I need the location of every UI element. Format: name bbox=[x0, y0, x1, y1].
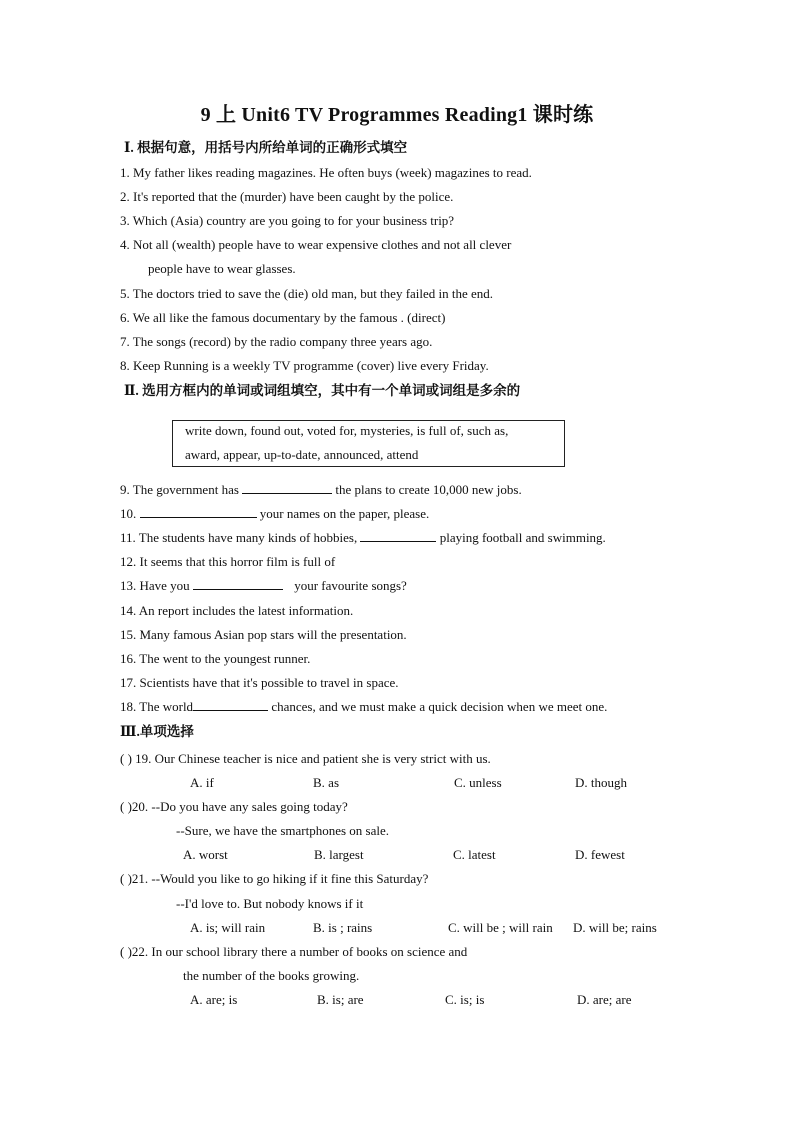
option-d[interactable]: D. are; are bbox=[577, 992, 632, 1007]
answer-blank[interactable] bbox=[193, 578, 283, 590]
question-10 bbox=[120, 506, 429, 522]
section1-item: 3. Which (Asia) country are you going to for your business trip? bbox=[120, 213, 455, 228]
q11-text-b: playing football and swimming. bbox=[439, 530, 606, 545]
question-11 bbox=[120, 530, 606, 546]
question-16: 16. The went to the youngest runner. bbox=[120, 651, 311, 666]
q22-stem: 22. In our school library there a number of books on science and bbox=[131, 944, 468, 959]
section1-item: 6. We all like the famous documentary by the famous . (direct) bbox=[120, 310, 446, 325]
word-bank-line: write down, found out, voted for, mysteries, is full of, such as, bbox=[185, 423, 509, 438]
question-15: 15. Many famous Asian pop stars will the presentation. bbox=[120, 627, 407, 642]
answer-paren[interactable]: ( ) bbox=[120, 751, 132, 766]
question-18 bbox=[120, 699, 607, 715]
section1-item: 8. Keep Running is a weekly TV programme (cover) live every Friday. bbox=[120, 358, 489, 373]
word-bank-line: award, appear, up-to-date, announced, attend bbox=[185, 447, 419, 462]
option-c[interactable]: C. latest bbox=[453, 847, 496, 862]
answer-paren[interactable]: ( ) bbox=[120, 871, 132, 886]
question-12: 12. It seems that this horror film is full of bbox=[120, 554, 336, 569]
section1-item: 5. The doctors tried to save the (die) old man, but they failed in the end. bbox=[120, 286, 494, 301]
option-a[interactable]: A. is; will rain bbox=[190, 920, 266, 935]
answer-paren[interactable]: ( ) bbox=[120, 944, 132, 959]
option-a[interactable]: A. worst bbox=[183, 847, 228, 862]
question-20 bbox=[120, 799, 348, 815]
q21-line2: --I'd love to. But nobody knows if it bbox=[176, 896, 364, 911]
question-9 bbox=[120, 482, 522, 498]
option-c[interactable]: C. unless bbox=[454, 775, 502, 790]
q22-line2: the number of the books growing. bbox=[183, 968, 360, 983]
option-a[interactable]: A. are; is bbox=[190, 992, 238, 1007]
section1-item: 1. My father likes reading magazines. He often buys (week) magazines to read. bbox=[120, 165, 532, 180]
option-d[interactable]: D. will be; rains bbox=[573, 920, 657, 935]
answer-blank[interactable] bbox=[242, 482, 332, 494]
q18-text-b: chances, and we must make a quick decision when we meet one. bbox=[271, 699, 608, 714]
section1-heading: Ⅰ. 根据句意，用括号内所给单词的正确形式填空 bbox=[124, 140, 408, 155]
option-b[interactable]: B. is ; rains bbox=[313, 920, 373, 935]
q13-text-b: your favourite songs? bbox=[294, 578, 407, 593]
section2-heading: Ⅱ. 选用方框内的单词或词组填空，其中有一个单词或词组是多余的 bbox=[124, 383, 521, 398]
section1-item: 2. It's reported that the (murder) have been caught by the police. bbox=[120, 189, 454, 204]
q18-text-a: 18. The world bbox=[120, 699, 194, 714]
question-19 bbox=[120, 751, 491, 767]
section1-item: people have to wear glasses. bbox=[148, 261, 296, 276]
question-21 bbox=[120, 871, 428, 887]
answer-blank[interactable] bbox=[360, 530, 436, 542]
answer-paren[interactable]: ( ) bbox=[120, 799, 132, 814]
q11-text-a: 11. The students have many kinds of hobbies, bbox=[120, 530, 358, 545]
answer-blank[interactable] bbox=[193, 699, 268, 711]
option-c[interactable]: C. will be ; will rain bbox=[448, 920, 553, 935]
q21-stem: 21. --Would you like to go hiking if it fine this Saturday? bbox=[131, 871, 429, 886]
word-bank-box bbox=[172, 420, 565, 467]
option-d[interactable]: D. though bbox=[575, 775, 627, 790]
option-b[interactable]: B. as bbox=[313, 775, 339, 790]
option-b[interactable]: B. is; are bbox=[317, 992, 364, 1007]
section3-heading: Ⅲ.单项选择 bbox=[120, 724, 194, 739]
question-17: 17. Scientists have that it's possible to travel in space. bbox=[120, 675, 399, 690]
section1-item: 4. Not all (wealth) people have to wear expensive clothes and not all clever bbox=[120, 237, 512, 252]
q10-text-b: your names on the paper, please. bbox=[259, 506, 430, 521]
page-title: 9 上 Unit6 TV Programmes Reading1 课时练 bbox=[200, 104, 594, 126]
q10-text-a: 10. bbox=[120, 506, 137, 521]
option-a[interactable]: A. if bbox=[190, 775, 214, 790]
question-14: 14. An report includes the latest information. bbox=[120, 603, 354, 618]
option-c[interactable]: C. is; is bbox=[445, 992, 485, 1007]
q19-stem: 19. Our Chinese teacher is nice and patient she is very strict with us. bbox=[135, 751, 491, 766]
q9-text-b: the plans to create 10,000 new jobs. bbox=[335, 482, 522, 497]
q20-line2: --Sure, we have the smartphones on sale. bbox=[176, 823, 389, 838]
q13-text-a: 13. Have you bbox=[120, 578, 190, 593]
q9-text-a: 9. The government has bbox=[120, 482, 239, 497]
question-22 bbox=[120, 944, 467, 960]
q20-stem: 20. --Do you have any sales going today? bbox=[131, 799, 348, 814]
question-13 bbox=[120, 578, 407, 594]
section1-item: 7. The songs (record) by the radio company three years ago. bbox=[120, 334, 433, 349]
option-b[interactable]: B. largest bbox=[314, 847, 364, 862]
option-d[interactable]: D. fewest bbox=[575, 847, 625, 862]
answer-blank[interactable] bbox=[140, 506, 257, 518]
